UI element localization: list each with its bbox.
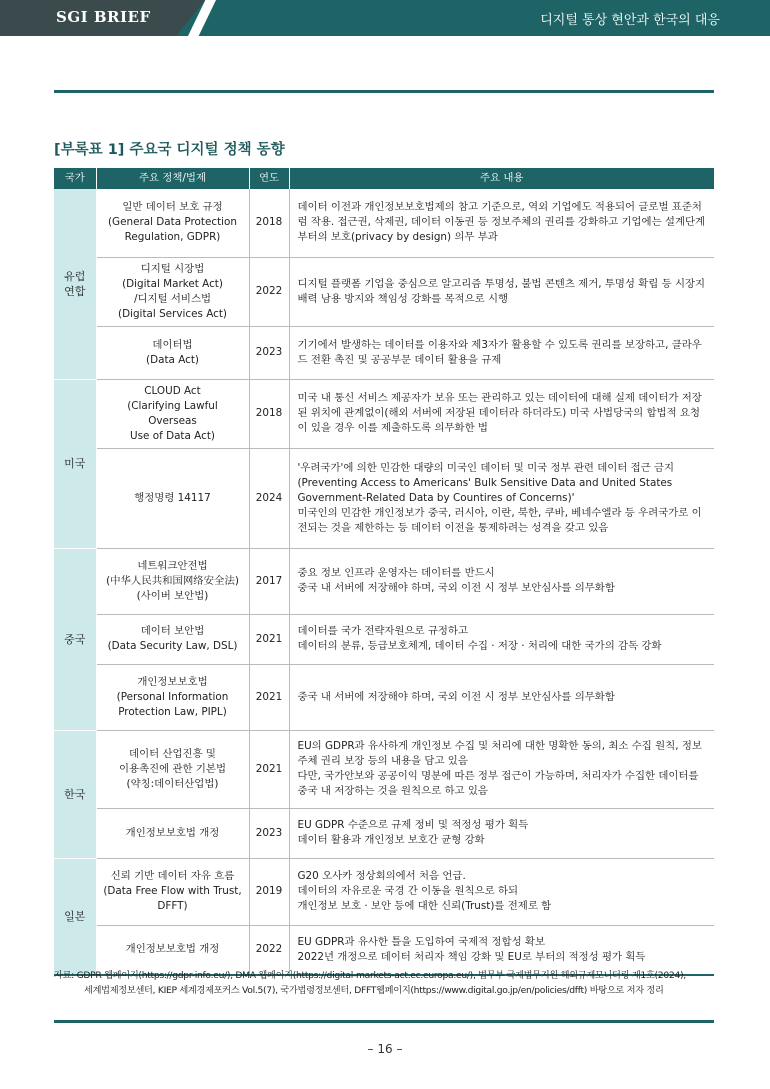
content-cell: 데이터 이전과 개인정보보호법제의 참고 기준으로, 역외 기업에도 적용되어 글로벌 표준처럼 작용. 접근권, 삭제권, 데이터 이동권 등 정보주체의 권리를 강화하고 기업에는 설계단계부터의 보호(privacy by design) 의무 부과 — [289, 189, 714, 257]
country-cell: 미국 — [54, 379, 96, 548]
country-cell: 한국 — [54, 730, 96, 858]
running-title: 디지털 통상 현안과 한국의 대응 — [540, 13, 720, 28]
policy-name-cell: 일반 데이터 보호 규정 (General Data Protection Regulation, GDPR) — [96, 189, 249, 257]
content-cell: 중국 내 서버에 저장해야 하며, 국외 이전 시 정부 보안심사를 의무화함 — [289, 664, 714, 730]
year-cell: 2024 — [249, 448, 289, 548]
policy-name-cell: 개인정보보호법 개정 — [96, 925, 249, 975]
policy-table — [54, 168, 714, 976]
year-cell: 2022 — [249, 925, 289, 975]
policy-name-cell: 개인정보보호법 개정 — [96, 808, 249, 858]
content-cell: 중요 정보 인프라 운영자는 데이터를 반드시 중국 내 서버에 저장해야 하며, 국외 이전 시 정부 보안심사를 의무화함 — [289, 548, 714, 614]
source-line-1: 자료: GDPR 웹페이지(https://gdpr-info.eu/), DMA 웹페이지(https://digital-markets-act.ec.europa.eu/), 법무부 국제법무지원 해외규제모니터링 제1호(2024), — [54, 970, 686, 981]
year-cell: 2023 — [249, 326, 289, 379]
content-cell: '우려국가'에 의한 민감한 대량의 미국인 데이터 및 미국 정부 관련 데이터 접근 금지(Preventing Access to Americans' Bulk Sensitive Data and United States Government-Related Data by Countires of Concerns)' 미국인의 민감한 개인정보가 중국, 러시아, 이란, 북한, 쿠바, 베네수엘라 등 우려국가로 이전되는 것을 제한하는 등 데이터 이전을 통제하려는 성격을 갖고 있음 — [289, 448, 714, 548]
column-header-year: 연도 — [249, 168, 289, 189]
brand-logo: SGI BRIEF — [56, 8, 151, 26]
content-cell: EU의 GDPR과 유사하게 개인정보 수집 및 처리에 대한 명확한 동의, 최소 수집 원칙, 정보 주체 권리 보장 등의 내용을 담고 있음 다만, 국가안보와 공공이익 명분에 따른 정부 접근이 가능하며, 처리자가 수집한 데이터를 중국 내 저장하는 것을 원칙으로 하고 있음 — [289, 730, 714, 808]
content-cell: 기기에서 발생하는 데이터를 이용자와 제3자가 활용할 수 있도록 권리를 보장하고, 클라우드 전환 촉진 및 공공부문 데이터 활용을 규제 — [289, 326, 714, 379]
year-cell: 2019 — [249, 858, 289, 925]
policy-name-cell: 행정명령 14117 — [96, 448, 249, 548]
year-cell: 2022 — [249, 257, 289, 326]
year-cell: 2021 — [249, 664, 289, 730]
country-cell: 유럽 연합 — [54, 189, 96, 379]
top-rule — [54, 90, 714, 93]
column-header-content: 주요 내용 — [289, 168, 714, 189]
policy-name-cell: 데이터 산업진흥 및 이용촉진에 관한 기본법 (약칭:데이터산업법) — [96, 730, 249, 808]
table-row — [54, 730, 714, 808]
policy-name-cell: 데이터 보안법 (Data Security Law, DSL) — [96, 614, 249, 664]
column-header-policy: 주요 정책/법제 — [96, 168, 249, 189]
year-cell: 2023 — [249, 808, 289, 858]
table-row — [54, 189, 714, 257]
year-cell: 2018 — [249, 379, 289, 448]
policy-name-cell: 디지털 시장법 (Digital Market Act) /디지털 서비스법 (Digital Services Act) — [96, 257, 249, 326]
table-row — [54, 808, 714, 858]
column-header-country: 국가 — [54, 168, 96, 189]
year-cell: 2021 — [249, 614, 289, 664]
table-body — [54, 189, 714, 975]
table-title: [부록표 1] 주요국 디지털 정책 동향 — [54, 142, 285, 158]
content-cell: EU GDPR과 유사한 틀을 도입하여 국제적 정합성 확보 2022년 개정으로 데이터 처리자 책임 강화 및 EU로 부터의 적정성 평가 획득 — [289, 925, 714, 975]
year-cell: 2017 — [249, 548, 289, 614]
table-row — [54, 257, 714, 326]
content-cell: 미국 내 통신 서비스 제공자가 보유 또는 관리하고 있는 데이터에 대해 실제 데이터가 저장된 위치에 관계없이(해외 서버에 저장된 데이터라 하더라도) 미국 사법당국의 합법적 요청이 있을 경우 이를 제출하도록 의무화한 법 — [289, 379, 714, 448]
bottom-rule — [54, 1020, 714, 1023]
page-number: – 16 – — [367, 1042, 403, 1056]
table-row — [54, 664, 714, 730]
year-cell: 2018 — [249, 189, 289, 257]
country-cell: 중국 — [54, 548, 96, 730]
table-row — [54, 614, 714, 664]
content-cell: 디지털 플랫폼 기업을 중심으로 알고리즘 투명성, 불법 콘텐츠 제거, 투명성 확립 등 시장지배력 남용 방지와 책임성 강화를 목적으로 시행 — [289, 257, 714, 326]
source-note — [54, 968, 718, 998]
content-cell: G20 오사카 정상회의에서 처음 언급. 데이터의 자유로운 국경 간 이동을 원칙으로 하되 개인정보 보호 · 보안 등에 대한 신뢰(Trust)를 전제로 함 — [289, 858, 714, 925]
policy-name-cell: 개인정보보호법 (Personal Information Protection Law, PIPL) — [96, 664, 249, 730]
policy-name-cell: 네트워크안전법 (中华人民共和国网络安全法) (사이버 보안법) — [96, 548, 249, 614]
table-row — [54, 548, 714, 614]
table-row — [54, 448, 714, 548]
year-cell: 2021 — [249, 730, 289, 808]
content-cell: 데이터를 국가 전략자원으로 규정하고 데이터의 분류, 등급보호체계, 데이터 수집 · 저장 · 처리에 대한 국가의 감독 강화 — [289, 614, 714, 664]
content-cell: EU GDPR 수준으로 규제 정비 및 적정성 평가 획득 데이터 활용과 개인정보 보호간 균형 강화 — [289, 808, 714, 858]
policy-name-cell: 신뢰 기반 데이터 자유 흐름 (Data Free Flow with Trust, DFFT) — [96, 858, 249, 925]
table-row — [54, 326, 714, 379]
table-row — [54, 379, 714, 448]
policy-name-cell: CLOUD Act (Clarifying Lawful Overseas Use of Data Act) — [96, 379, 249, 448]
policy-name-cell: 데이터법 (Data Act) — [96, 326, 249, 379]
source-line-2: 세계법제정보센터, KIEP 세계경제포커스 Vol.5(7), 국가법령정보센터, DFFT웹페이지(https://www.digital.go.jp/en/policies/dfft) 바탕으로 저자 정리 — [84, 985, 664, 996]
table-row — [54, 858, 714, 925]
table-header-row — [54, 168, 714, 189]
country-cell: 일본 — [54, 858, 96, 975]
